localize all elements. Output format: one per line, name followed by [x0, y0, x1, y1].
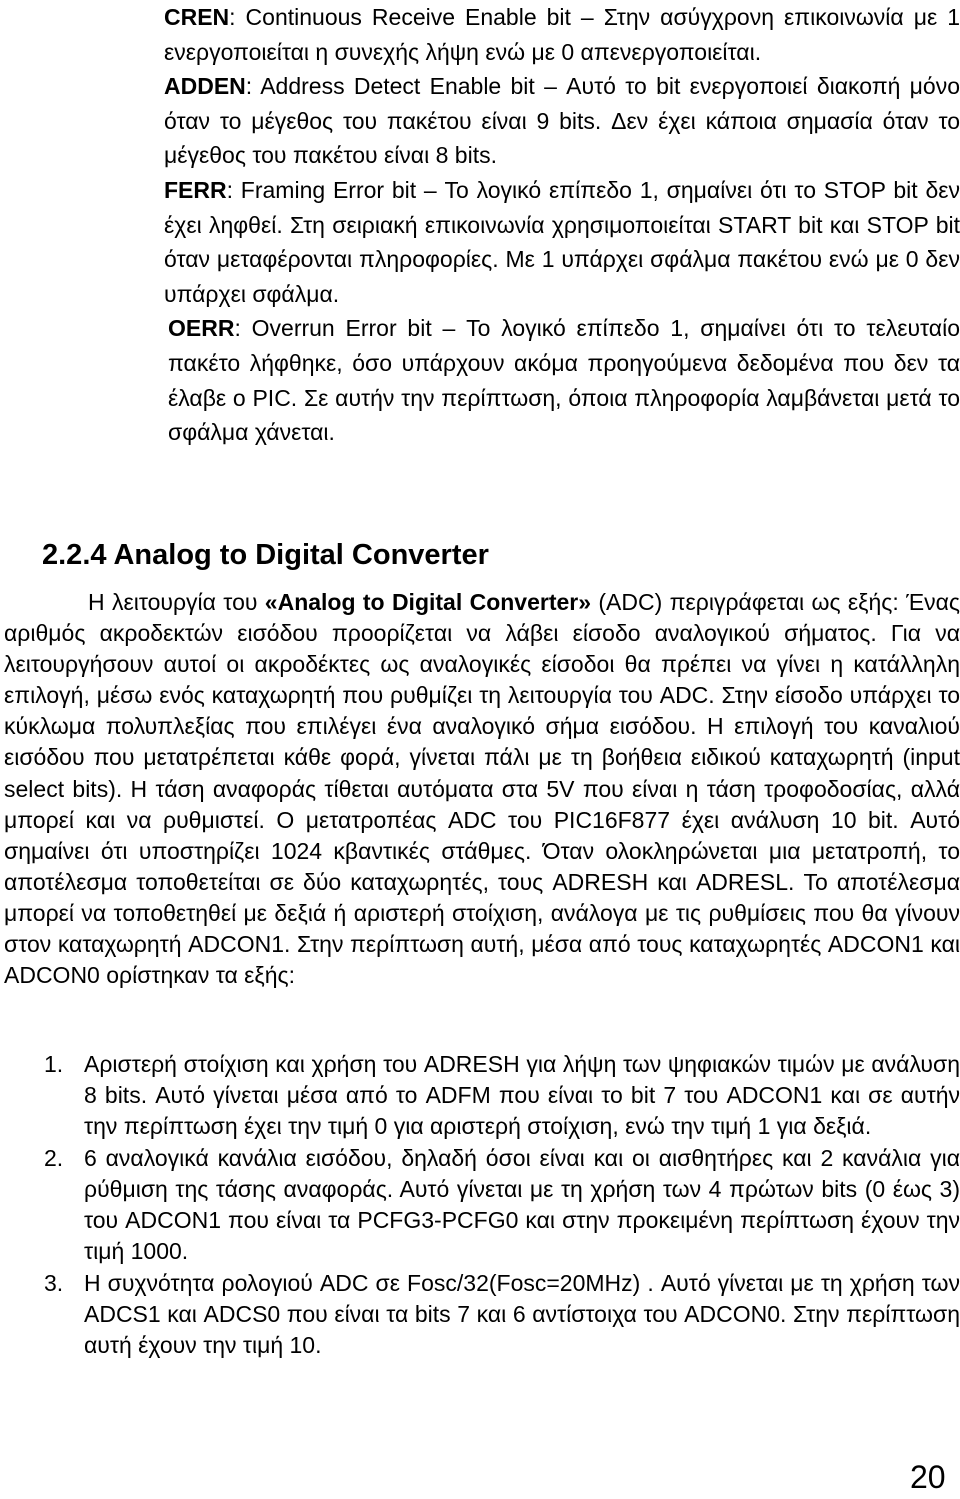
paragraph-text-start: Η λειτουργία του — [88, 589, 265, 615]
register-abbr: ADDEN — [164, 73, 246, 100]
register-text: : Address Detect Enable bit – Αυτό το bit ενεργοποιεί διακοπή μόνο όταν το μέγεθος του πακέτου είναι 9 bits. Δεν έχει κάποια σημασία όταν το μέγεθος του πακέτου είναι 8 bits. — [164, 73, 960, 169]
list-item-text: Η συχνότητα ρολογιού ADC σε Fosc/32(Fosc=20MHz) . Αυτό γίνεται με τη χρήση των ADCS1 και ADCS0 που είναι τα bits 7 και 6 αντίστοιχα του ADCON0. Στην περίπτωση αυτή έχουν την τιμή 10. — [84, 1269, 960, 1358]
adc-settings-list — [4, 1049, 960, 1361]
list-item-number: 1. — [44, 1051, 64, 1077]
list-item-number: 2. — [44, 1144, 64, 1171]
list-item — [4, 1143, 960, 1267]
register-item-cren — [164, 0, 960, 69]
list-item-text: 6 αναλογικά κανάλια εισόδου, δηλαδή όσοι είναι και οι αισθητήρες και 2 κανάλια για ρύθμιση της τάσης αναφοράς. Αυτό γίνεται με τη χρήση των 4 πρώτων bits (0 έως 3) του ADCON1 που είναι τα PCFG3-PCFG0 και στην προκειμένη περίπτωση έχουν την τιμή 1000. — [84, 1144, 960, 1265]
paragraph-text-rest: (ADC) περιγράφεται ως εξής: Ένας αριθμός ακροδεκτών εισόδου προορίζεται να λάβει είσοδο αναλογικού σήματος. Για να λειτουργήσουν αυτοί οι ακροδέκτες ως αναλογικές είσοδοι θα πρέπει να γίνει η κατάλληλη επιλογή, μέσω ενός καταχωρητή που ρυθμίζει τη λειτουργία του ADC. Στην είσοδο υπάρχει το κύκλωμα πολυπλεξίας που επιλέγει ένα αναλογικό σήμα εισόδου. Η επιλογή του καναλιού εισόδου που μετατρέπεται κάθε φορά, γίνεται πάλι με τη βοήθεια ειδικού καταχωρητή (input select bits). Η τάση αναφοράς τίθεται αυτόματα στα 5V που είναι η τάση τροφοδοσίας, αλλά μπορεί και να ρυθμιστεί. Ο μετατροπέας ADC του PIC16F877 έχει ανάλυση 10 bit. Αυτό σημαίνει ότι υποστηρίζει 1024 κβαντικές στάθμες. Όταν ολοκληρώνεται μια μετατροπή, το αποτέλεσμα τοποθετείται σε δύο καταχωρητές, τους ADRESH και ADRESL. Το αποτέλεσμα μπορεί να τοποθετηθεί με δεξιά ή αριστερή στοίχιση, ανάλογα με τις ρυθμίσεις που θα γίνουν στον καταχωρητή ADCON1. Στην περίπτωση αυτή, μέσα από τους καταχωρητές ADCON1 και ADCON0 ορίστηκαν τα εξής: — [4, 589, 960, 989]
register-item-oerr — [164, 311, 960, 449]
list-item-text: Αριστερή στοίχιση και χρήση του ADRESH για λήψη των ψηφιακών τιμών με ανάλυση 8 bits. Αυτό γίνεται μέσα από το ADFM που είναι το bit 7 του ADCON1 και σε αυτήν την περίπτωση έχει την τιμή 0 για αριστερή στοίχιση, ενώ την τιμή 1 για δεξιά. — [84, 1051, 960, 1140]
paragraph-bold-term: «Analog to Digital Converter» — [264, 589, 592, 615]
register-abbr: CREN — [164, 4, 230, 30]
register-item-ferr — [164, 173, 960, 311]
section-heading: 2.2.4 Analog to Digital Converter — [42, 539, 489, 571]
list-item — [4, 1049, 960, 1142]
register-abbr: OERR — [168, 315, 235, 342]
register-text: : Continuous Receive Enable bit – Στην ασύγχρονη επικοινωνία με 1 ενεργοποιείται η συνεχής λήψη ενώ με 0 απενεργοποιείται. — [164, 4, 960, 65]
register-text: : Overrun Error bit – Το λογικό επίπεδο 1, σημαίνει ότι το τελευταίο πακέτο λήφθηκε, όσο υπάρχουν ακόμα προηγούμενα δεδομένα που δεν τα έλαβε ο PIC. Σε αυτήν την περίπτωση, όποια πληροφορία λαμβάνεται μετά το σφάλμα χάνεται. — [168, 315, 960, 446]
register-bit-descriptions — [164, 0, 960, 450]
page-number: 20 — [910, 1459, 946, 1495]
register-item-adden — [164, 69, 960, 173]
list-item — [4, 1268, 960, 1361]
register-text: : Framing Error bit – Το λογικό επίπεδο 1, σημαίνει ότι το STOP bit δεν έχει ληφθεί. Στη σειριακή επικοινωνία χρησιμοποιείται START bit και STOP bit όταν μεταφέρονται πληροφορίες. Με 1 υπάρχει σφάλμα πακέτου ενώ με 0 δεν υπάρχει σφάλμα. — [164, 176, 960, 307]
register-abbr: FERR — [164, 176, 227, 203]
list-item-number: 3. — [44, 1269, 64, 1296]
adc-description-paragraph — [4, 587, 960, 991]
